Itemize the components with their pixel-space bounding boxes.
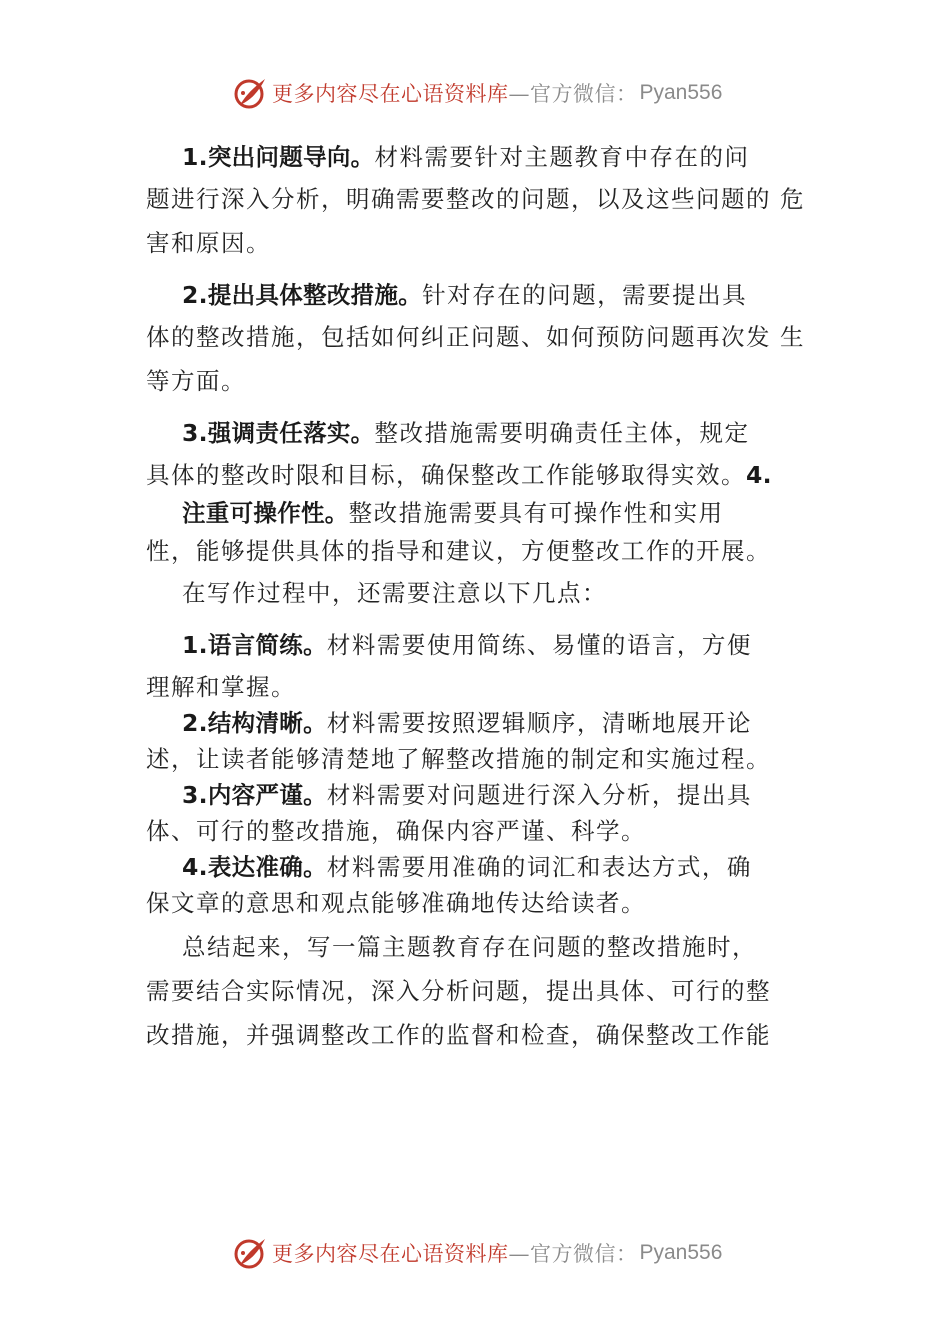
paragraph-line: 具体的整改时限和目标，确保整改工作能够取得实效。4.	[146, 461, 772, 489]
paragraph-line: 述，让读者能够清楚地了解整改措施的制定和实施过程。	[146, 745, 771, 773]
paragraph-line: 总结起来，写一篇主题教育存在问题的整改措施时，	[182, 933, 757, 961]
paragraph-line: 改措施，并强调整改工作的监督和检查，确保整改工作能	[146, 1021, 771, 1049]
wechat-id: Pyan556	[639, 81, 723, 104]
banner-separator: —官方微信：	[508, 82, 638, 106]
paragraph-line: 1.突出问题导向。材料需要针对主题教育中存在的问	[182, 143, 750, 171]
paragraph-line: 体的整改措施，包括如何纠正问题、如何预防问题再次发 生	[146, 323, 805, 351]
banner-separator: —官方微信：	[508, 1242, 638, 1266]
paragraph-line: 保文章的意思和观点能够准确地传达给读者。	[146, 889, 646, 917]
paragraph-line: 性，能够提供具体的指导和建议，方便整改工作的开展。	[146, 537, 771, 565]
paragraph-line: 2.结构清晰。材料需要按照逻辑顺序，清晰地展开论	[182, 709, 752, 737]
header-banner	[232, 73, 722, 113]
paragraph-line: 2.提出具体整改措施。针对存在的问题，需要提出具	[182, 281, 748, 309]
paragraph-line: 3.强调责任落实。整改措施需要明确责任主体，规定	[182, 419, 750, 447]
paragraph-line: 在写作过程中，还需要注意以下几点：	[182, 579, 607, 607]
paragraph-line: 等方面。	[146, 367, 246, 395]
paragraph-line: 注重可操作性。整改措施需要具有可操作性和实用	[182, 499, 724, 527]
paragraph-line: 理解和掌握。	[146, 673, 296, 701]
banner-title: 更多内容尽在心语资料库	[272, 82, 509, 106]
quill-logo-icon	[232, 75, 268, 111]
wechat-id: Pyan556	[639, 1241, 723, 1264]
banner-title: 更多内容尽在心语资料库	[272, 1242, 509, 1266]
paragraph-line: 体、可行的整改措施，确保内容严谨、科学。	[146, 817, 646, 845]
paragraph-line: 害和原因。	[146, 229, 271, 257]
paragraph-line: 1.语言简练。材料需要使用简练、易懂的语言，方便	[182, 631, 752, 659]
paragraph-line: 题进行深入分析，明确需要整改的问题，以及这些问题的 危	[146, 185, 805, 213]
paragraph-line: 3.内容严谨。材料需要对问题进行深入分析，提出具	[182, 781, 752, 809]
footer-banner	[232, 1233, 722, 1273]
paragraph-line: 4.表达准确。材料需要用准确的词汇和表达方式，确	[182, 853, 752, 881]
quill-logo-icon	[232, 1235, 268, 1271]
paragraph-line: 需要结合实际情况，深入分析问题，提出具体、可行的整	[146, 977, 771, 1005]
